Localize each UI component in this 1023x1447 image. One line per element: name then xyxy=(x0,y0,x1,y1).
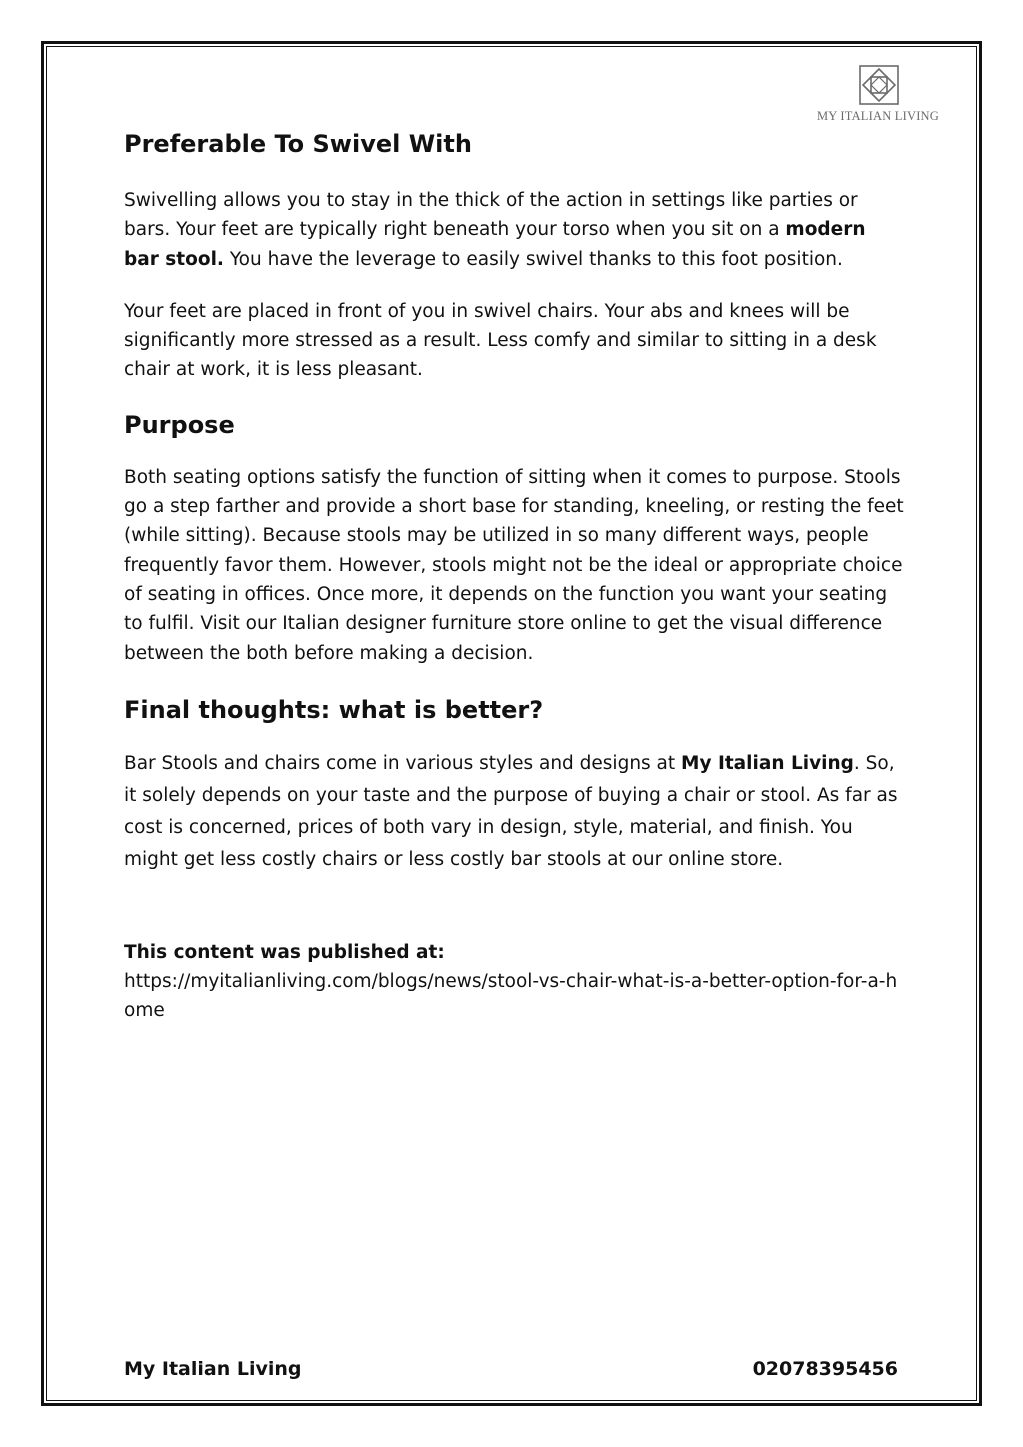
diamond-knot-logo-icon xyxy=(858,64,900,106)
paragraph: Bar Stools and chairs come in various styles and designs at My Italian Living. So, it solely depends on your taste and the purpose of buying a chair or stool. As far as cost is concerned, prices of both vary in design, style, material, and finish. You might get less costly chairs or less costly bar stools at our online store. xyxy=(124,752,898,870)
footer-company-name: My Italian Living xyxy=(124,1358,302,1380)
paragraph: Both seating options satisfy the function of sitting when it comes to purpose. Stools go a step farther and provide a short base for standing, kneeling, or resting the feet (while sitting). Because stools may be utilized in so many different ways, people frequently favor them. However, stools might not be the ideal or appropriate choice of seating in offices. Once more, it depends on the function you want your seating to fulfil. Visit our Italian designer furniture store online to get the visual difference between the both before making a decision. xyxy=(124,466,904,664)
bold-link-text: modern bar stool. xyxy=(124,219,866,270)
published-label: This content was published at: xyxy=(124,941,445,963)
published-url-link[interactable]: https://myitalianliving.com/blogs/news/stool-vs-chair-what-is-a-better-option-for-a-home xyxy=(124,971,898,1022)
section-heading: Final thoughts: what is better? xyxy=(124,695,544,724)
section-heading: Preferable To Swivel With xyxy=(124,130,472,158)
logo-wordmark: MY ITALIAN LIVING xyxy=(816,109,940,123)
brand-name-text: My Italian Living xyxy=(681,752,854,774)
article-body xyxy=(124,124,904,1026)
footer-phone-number: 02078395456 xyxy=(752,1358,898,1380)
paragraph: Swivelling allows you to stay in the thick of the action in settings like parties or bars. Your feet are typically right beneath your torso when you sit on a modern bar stool. You have the leverage to easily swivel thanks to this foot position. xyxy=(124,190,866,270)
brand-logo xyxy=(812,64,944,124)
section-heading: Purpose xyxy=(124,410,235,439)
paragraph: Your feet are placed in front of you in swivel chairs. Your abs and knees will be significantly more stressed as a result. Less comfy and similar to sitting in a desk chair at work, it is less pleasant. xyxy=(124,300,877,381)
